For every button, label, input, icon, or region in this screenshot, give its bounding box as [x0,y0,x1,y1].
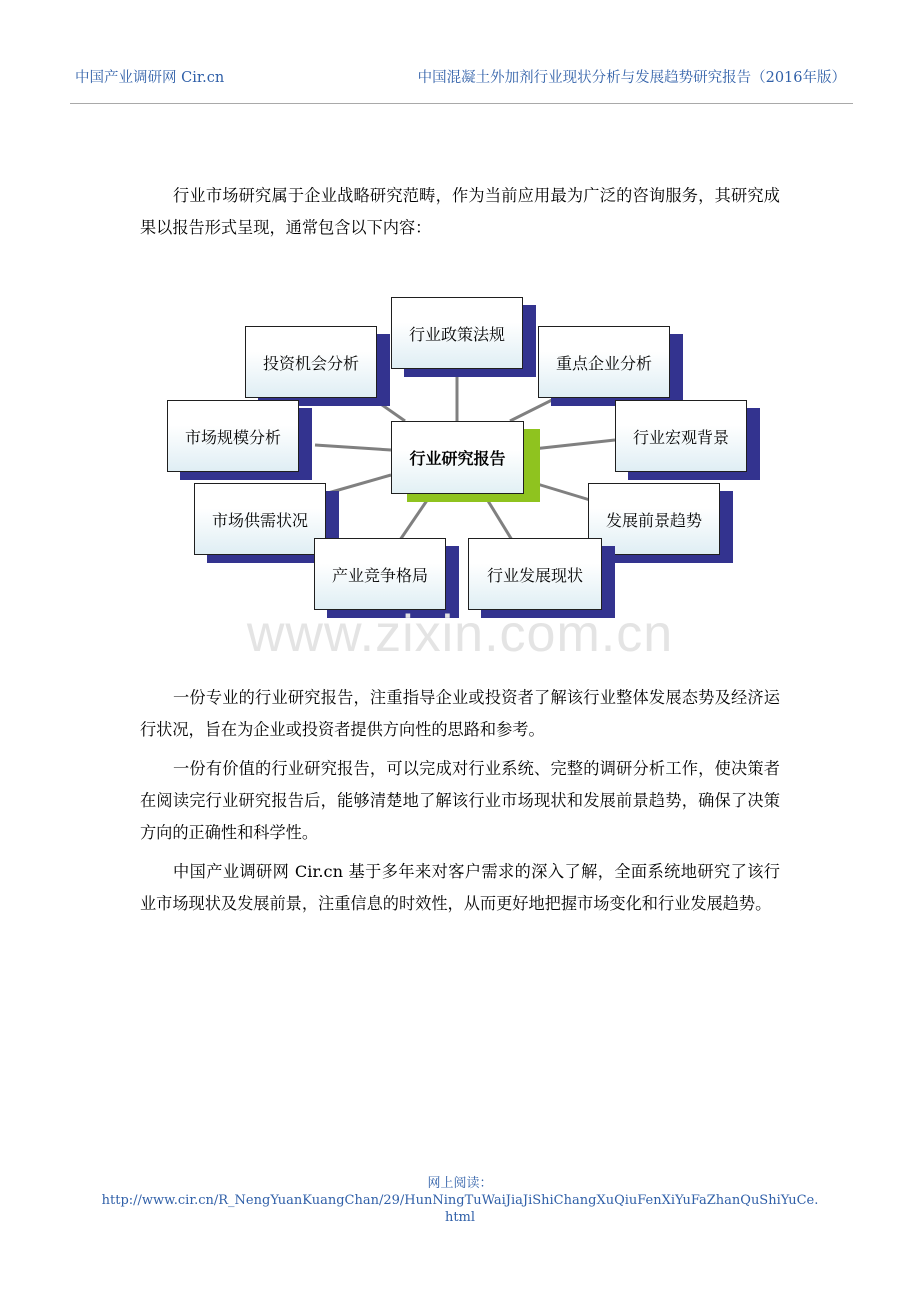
node-center-report: 行业研究报告 [391,421,524,494]
header-divider [70,103,853,104]
body-paragraph: 一份专业的行业研究报告，注重指导企业或投资者了解该行业整体发展态势及经济运行状况，旨在为企业或投资者提供方向性的思路和参考。 [140,688,780,739]
body-paragraph: 中国产业调研网 Cir.cn 基于多年来对客户需求的深入了解，全面系统地研究了该行业市场现状及发展前景，注重信息的时效性，从而更好地把握市场变化和行业发展趋势。 [140,862,780,913]
connector-market-size [315,445,391,450]
node-key-enterprise: 重点企业分析 [538,326,670,398]
node-competition: 产业竞争格局 [314,538,446,610]
intro-paragraph: 行业市场研究属于企业战略研究范畴，作为当前应用最为广泛的咨询服务，其研究成果以报告形式呈现，通常包含以下内容： [140,186,780,237]
node-policy: 行业政策法规 [391,297,523,369]
connector-status [485,496,512,540]
footer-online-reading-label: 网上阅读： [427,1176,493,1191]
header-site-name: 中国产业调研网 Cir.cn [75,70,225,86]
node-prospect-trend: 发展前景趋势 [588,483,720,555]
node-investment: 投资机会分析 [245,326,377,398]
node-market-size: 市场规模分析 [167,400,299,472]
body-paragraph: 一份有价值的行业研究报告，可以完成对行业系统、完整的调研分析工作，使决策者在阅读完行业研究报告后，能够清楚地了解该行业市场现状和发展前景趋势，确保了决策方向的正确性和科学性。 [140,759,780,842]
header-report-title: 中国混凝土外加剂行业现状分析与发展趋势研究报告（2016年版） [417,70,846,86]
connector-key-enterprise [510,400,552,421]
node-supply-demand: 市场供需状况 [194,483,326,555]
connector-competition [400,496,430,540]
node-development-status: 行业发展现状 [468,538,602,610]
report-contents-diagram [160,290,770,620]
node-macro-background: 行业宏观背景 [615,400,747,472]
footer-url-link[interactable]: http://www.cir.cn/R_NengYuanKuangChan/29/HunNingTuWaiJiaJiShiChangXuQiuFenXiYuFaZhanQuShiYuCe. [101,1193,819,1208]
watermark: www.zixin.com.cn [246,605,674,663]
footer-url-link-continued[interactable]: html [444,1210,476,1225]
